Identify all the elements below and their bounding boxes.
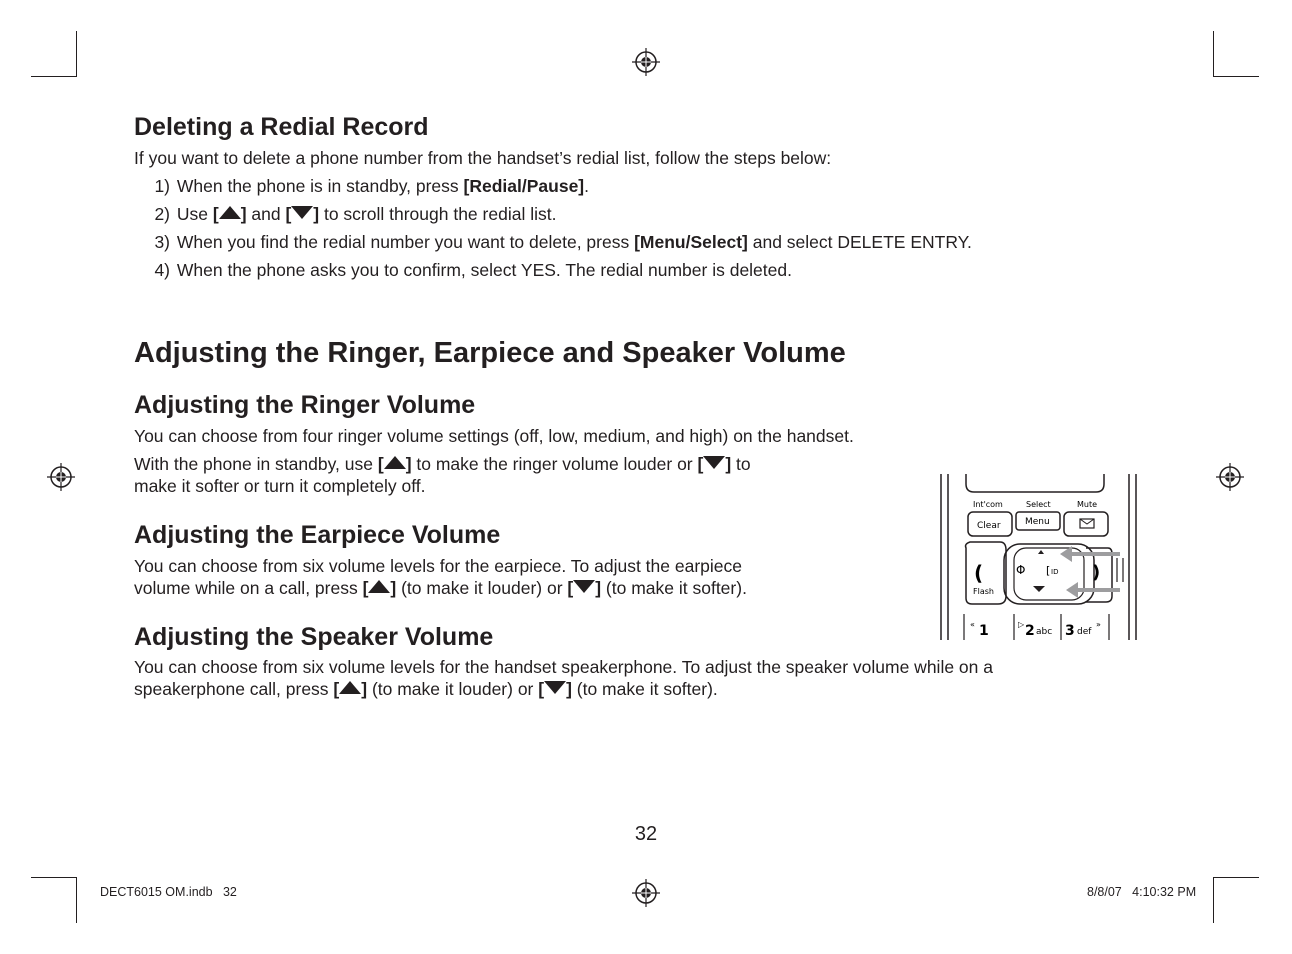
bracket: ] (390, 578, 397, 598)
bracket: [ (333, 679, 340, 699)
step-number: 4) (154, 260, 170, 280)
text-run: You can choose from six volume levels for the earpiece. To adjust the earpiece (134, 556, 742, 576)
up-arrow-icon (368, 580, 390, 593)
caller-id-icon: [ (1046, 564, 1051, 577)
registration-mark-icon (632, 48, 660, 76)
select-label: Select (1026, 500, 1051, 509)
crop-mark (76, 877, 77, 923)
bracket: [ (377, 454, 384, 474)
handset-keypad-illustration (936, 472, 1140, 642)
phonebook-icon: Φ (1016, 563, 1026, 577)
mute-label: Mute (1077, 500, 1098, 509)
forward-icon: » (1096, 620, 1101, 629)
key-3: 3 (1065, 623, 1075, 639)
text-run: speakerphone call, press (134, 679, 334, 699)
end-icon: ) (1092, 562, 1101, 583)
bracket: [ (212, 204, 219, 224)
paragraph (134, 453, 894, 497)
bracket: ] (405, 454, 412, 474)
paragraph (134, 555, 894, 599)
step-text: and select DELETE ENTRY. (747, 232, 972, 252)
bracket: ] (725, 454, 732, 474)
text-run: You can choose from six volume levels for the handset speakerphone. To adjust the speaker volume while on a (134, 657, 993, 677)
intcom-label: Int'com (973, 500, 1003, 509)
section-intro: If you want to delete a phone number from the handset’s redial list, follow the steps below: (134, 148, 832, 168)
text-run: (to make it louder) or (396, 578, 568, 598)
step-number: 2) (154, 204, 170, 224)
page-title: Adjusting the Ringer, Earpiece and Speaker Volume (134, 337, 846, 369)
caller-id-label: ID (1051, 568, 1059, 576)
registration-mark-icon (1216, 463, 1244, 491)
bracket: ] (595, 578, 602, 598)
rewind-icon: « (970, 620, 975, 629)
text-run: make it softer or turn it completely off. (134, 476, 426, 496)
bracket: ] (566, 679, 572, 699)
section-heading: Adjusting the Ringer Volume (134, 391, 476, 419)
bracket: [ (538, 679, 545, 699)
bracket: ] (313, 204, 320, 224)
bracket: [ (697, 454, 704, 474)
step-text: to scroll through the redial list. (319, 204, 557, 224)
registration-mark-icon (632, 879, 660, 907)
text-run: (to make it louder) or (367, 679, 539, 699)
crop-mark (31, 76, 77, 77)
text-run: (to make it softer). (571, 679, 718, 699)
step-item (134, 231, 972, 253)
up-arrow-icon (339, 681, 361, 694)
crop-mark (1213, 877, 1259, 878)
menu-button-label: Menu (1025, 517, 1050, 527)
step-text: When the phone is in standby, press (176, 176, 464, 196)
registration-mark-icon (47, 463, 75, 491)
bracket: [ (285, 204, 292, 224)
step-item (134, 203, 556, 225)
bracket: ] (361, 679, 368, 699)
section-heading: Adjusting the Earpiece Volume (134, 521, 501, 549)
down-arrow-icon (544, 681, 566, 694)
key-label: [Menu/Select] (634, 232, 748, 252)
footer-timestamp: 8/8/07 4:10:32 PM (1087, 885, 1197, 899)
crop-mark (76, 31, 77, 77)
down-arrow-icon (573, 580, 595, 593)
key-3-letters: def (1077, 627, 1092, 637)
key-1: 1 (979, 623, 989, 639)
play-icon: ▷ (1018, 620, 1025, 629)
paragraph (134, 656, 1194, 700)
text-run: to make the ringer volume louder or (411, 454, 698, 474)
bracket: [ (362, 578, 369, 598)
clear-button-label: Clear (977, 521, 1001, 531)
section-heading: Adjusting the Speaker Volume (134, 623, 494, 651)
down-arrow-icon (291, 206, 313, 219)
step-item (134, 175, 589, 197)
step-number: 1) (154, 176, 170, 196)
crop-mark (1213, 31, 1214, 77)
step-item (134, 259, 792, 281)
step-text: . (584, 176, 590, 196)
page-number: 32 (634, 823, 658, 845)
down-arrow-icon (703, 456, 725, 469)
step-text: When the phone asks you to confirm, select YES. The redial number is deleted. (176, 260, 792, 280)
crop-mark (31, 877, 77, 878)
text-run: volume while on a call, press (134, 578, 363, 598)
section-heading: Deleting a Redial Record (134, 113, 429, 141)
text-run: With the phone in standby, use (134, 454, 378, 474)
text-run: to (731, 454, 751, 474)
step-text: and (246, 204, 286, 224)
up-arrow-icon (384, 456, 406, 469)
crop-mark (1213, 877, 1214, 923)
key-2: 2 (1025, 623, 1035, 639)
step-text: When you find the redial number you want to delete, press (176, 232, 635, 252)
flash-label: Flash (973, 587, 994, 596)
crop-mark (1213, 76, 1259, 77)
paragraph: You can choose from four ringer volume settings (off, low, medium, and high) on the handset. (134, 426, 854, 446)
footer-file-info: DECT6015 OM.indb 32 (100, 885, 237, 899)
text-run: (to make it softer). (601, 578, 747, 598)
up-arrow-icon (219, 206, 241, 219)
bracket: [ (567, 578, 574, 598)
bracket: ] (240, 204, 247, 224)
key-label: [Redial/Pause] (463, 176, 585, 196)
key-2-letters: abc (1036, 627, 1053, 637)
step-text: Use (176, 204, 213, 224)
talk-icon: ( (974, 561, 984, 585)
step-number: 3) (154, 232, 170, 252)
